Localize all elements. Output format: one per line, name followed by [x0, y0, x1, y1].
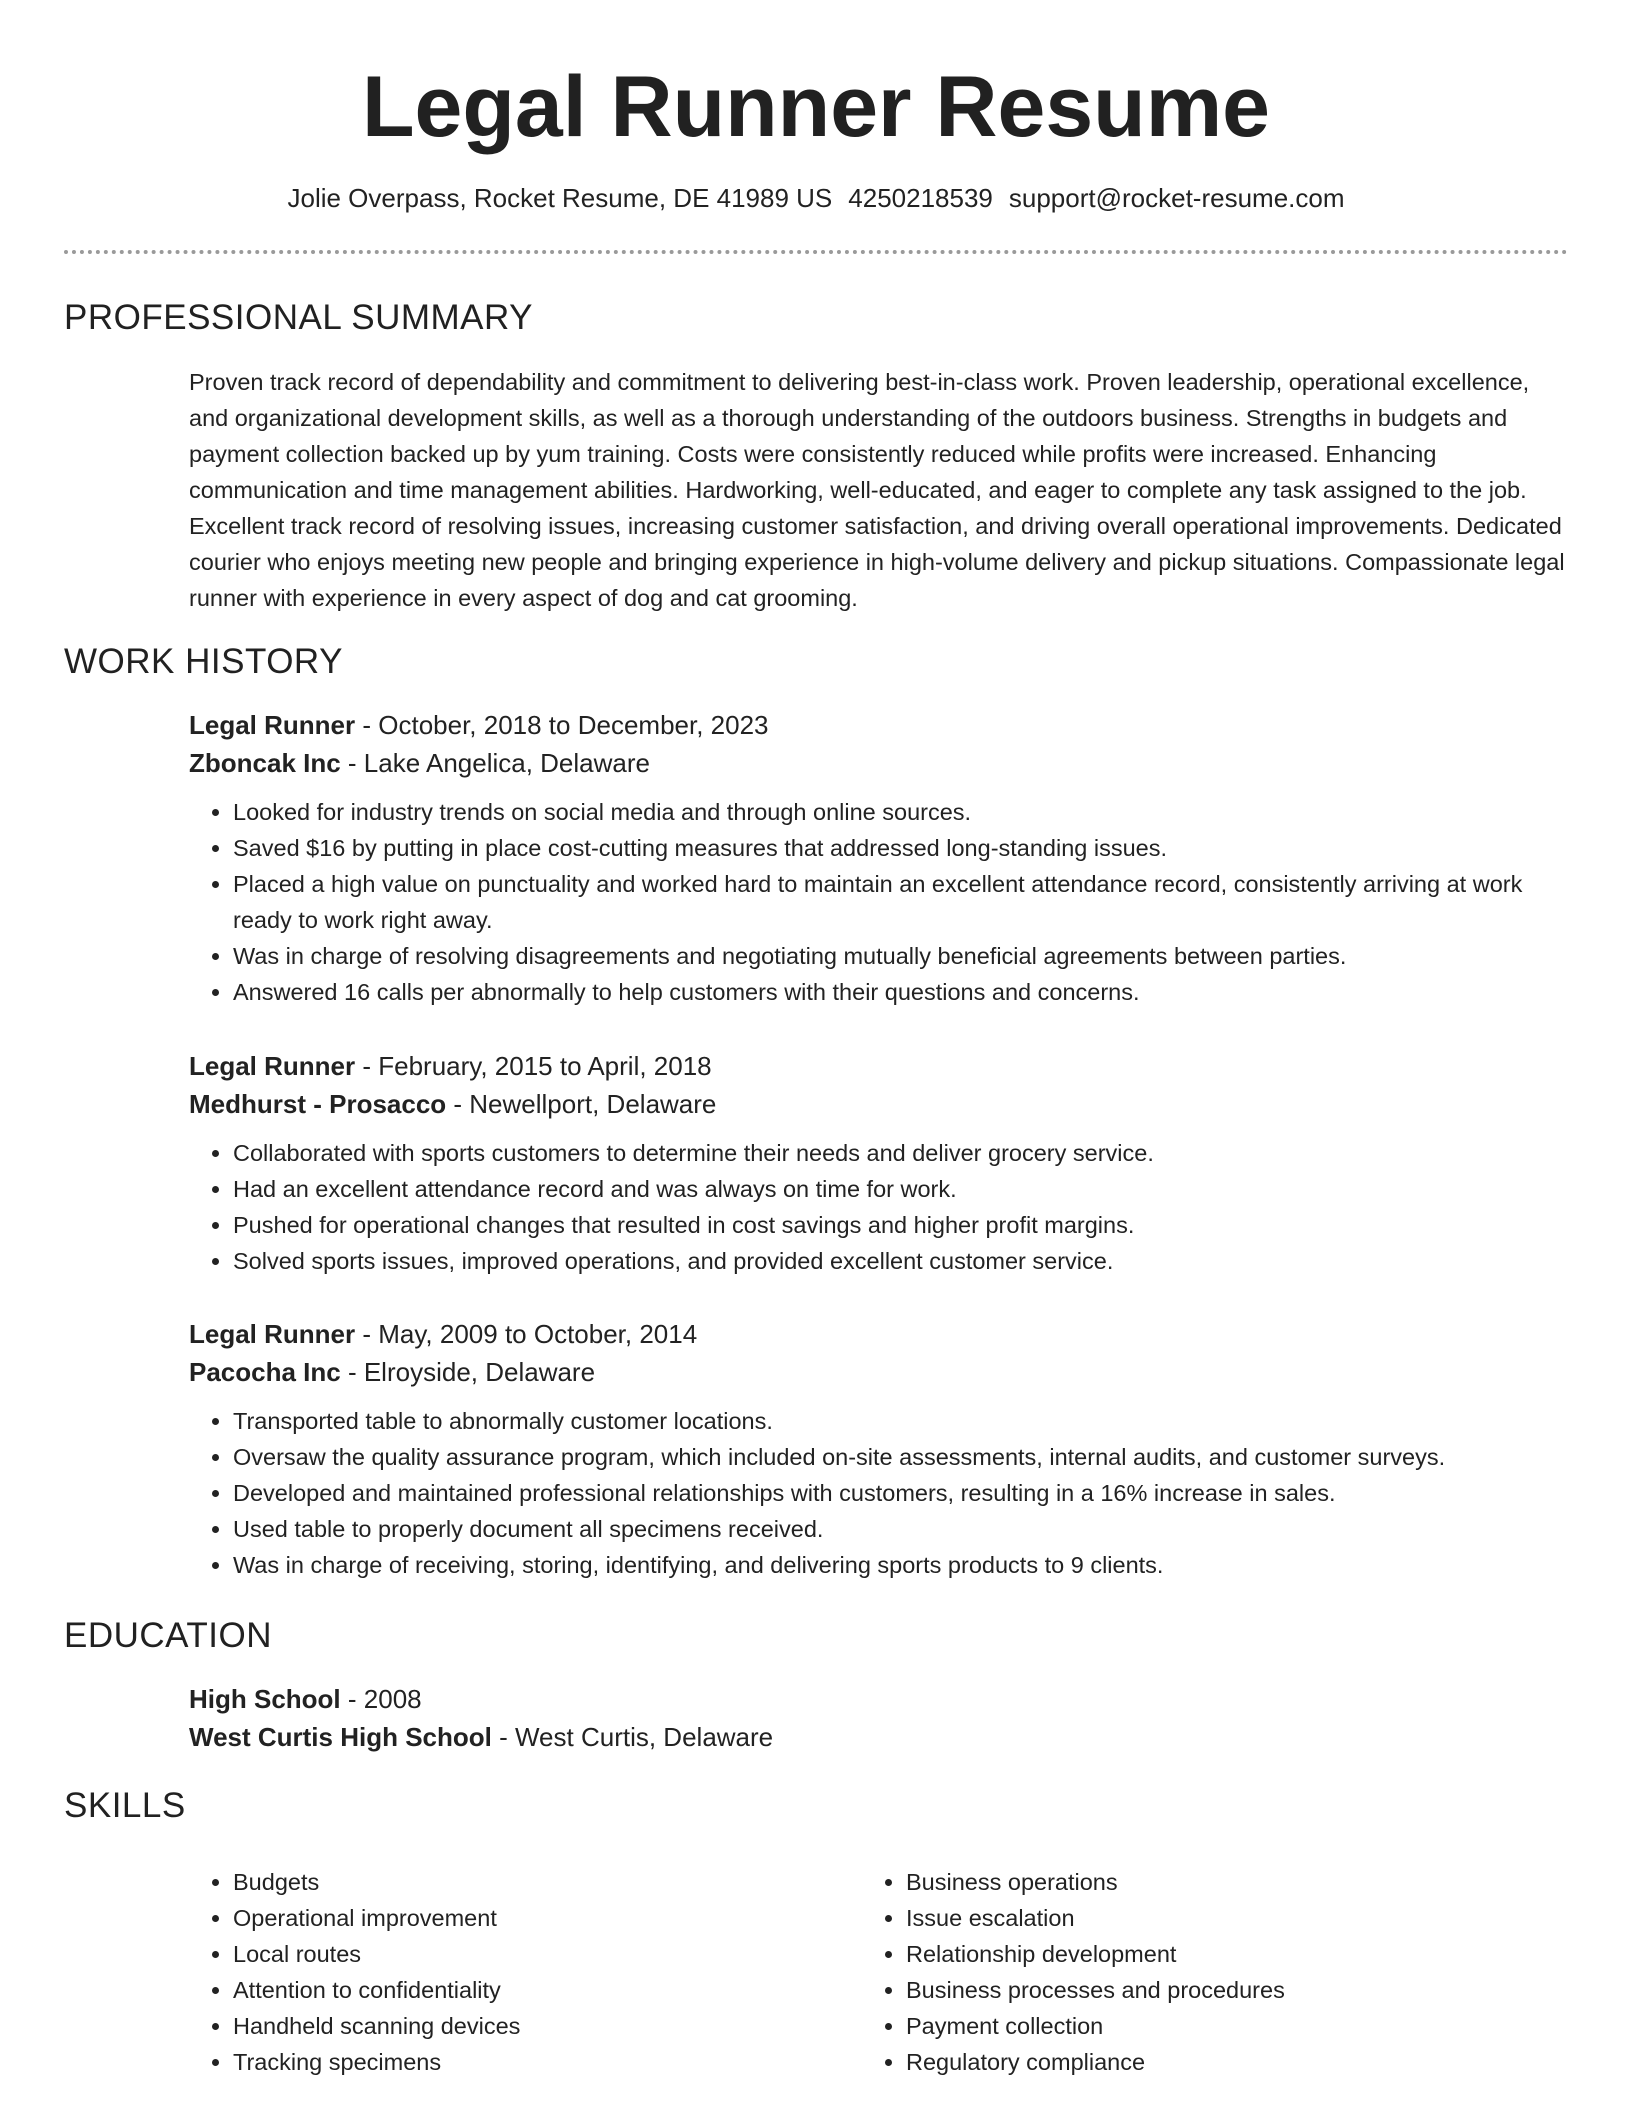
job-title: Legal Runner: [189, 710, 356, 740]
job-bullet: • Pushed for operational changes that resulted in cost savings and higher profit margins.: [233, 1207, 1569, 1243]
job-entry: [189, 1047, 1569, 1279]
job-dates: - October, 2018 to December, 2023: [355, 710, 769, 740]
skills-column-right: [862, 1864, 1285, 2080]
job-bullet: • Oversaw the quality assurance program, which included on-site assessments, internal audits, and customer surveys.: [233, 1439, 1569, 1475]
job-dates: - February, 2015 to April, 2018: [355, 1051, 712, 1081]
job-location: - Lake Angelica, Delaware: [340, 748, 650, 778]
job-title-line: [189, 706, 1569, 744]
job-title: Legal Runner: [189, 1051, 356, 1081]
skill-item: • Attention to confidentiality: [233, 1972, 520, 2008]
job-bullet: • Developed and maintained professional relationships with customers, resulting in a 16% increase in sales.: [233, 1475, 1569, 1511]
contact-address: Jolie Overpass, Rocket Resume, DE 41989 US: [287, 183, 833, 213]
job-location: - Newellport, Delaware: [446, 1089, 717, 1119]
job-bullet: • Was in charge of resolving disagreements and negotiating mutually beneficial agreements between parties.: [233, 938, 1569, 974]
job-location: - Elroyside, Delaware: [340, 1357, 596, 1387]
section-heading-skills: SKILLS: [64, 1786, 186, 1825]
education-school-line: [189, 1718, 1569, 1756]
education-degree: High School: [189, 1684, 341, 1714]
job-bullet: • Collaborated with sports customers to determine their needs and deliver grocery service.: [233, 1135, 1569, 1171]
job-company-line: [189, 744, 1569, 782]
skill-item: • Tracking specimens: [233, 2044, 520, 2080]
job-bullets: [189, 1403, 1569, 1583]
job-bullet: • Had an excellent attendance record and was always on time for work.: [233, 1171, 1569, 1207]
job-bullets: [189, 1135, 1569, 1279]
summary-text: Proven track record of dependability and commitment to delivering best-in-class work. Proven leadership, operational excellence, and organizational development skills, as well as a thorough understanding of the outdoors business. Strengths in budgets and payment collection backed up by yum training. Costs were consistently reduced while profits were increased. Enhancing communication and time management abilities. Hardworking, well-educated, and eager to complete any task assigned to the job. Excellent track record of resolving issues, increasing customer satisfaction, and driving overall operational improvements. Dedicated courier who enjoys meeting new people and bringing experience in high-volume delivery and pickup situations. Compassionate legal runner with experience in every aspect of dog and cat grooming.: [189, 369, 1565, 611]
job-title: Legal Runner: [189, 1319, 356, 1349]
section-heading-education: EDUCATION: [64, 1616, 273, 1655]
resume-title: Legal Runner Resume: [362, 59, 1270, 155]
job-bullet: • Answered 16 calls per abnormally to help customers with their questions and concerns.: [233, 974, 1569, 1010]
section-heading-summary: PROFESSIONAL SUMMARY: [64, 298, 533, 337]
job-bullet: • Placed a high value on punctuality and worked hard to maintain an excellent attendance record, consistently arriving at work ready to work right away.: [233, 866, 1569, 938]
job-entry: [189, 706, 1569, 1010]
skill-item: • Payment collection: [906, 2008, 1285, 2044]
education-school: West Curtis High School: [189, 1722, 492, 1752]
education-year: - 2008: [340, 1684, 422, 1714]
skill-item: • Business operations: [906, 1864, 1285, 1900]
job-bullets: [189, 794, 1569, 1010]
skill-item: • Relationship development: [906, 1936, 1285, 1972]
job-bullet: • Saved $16 by putting in place cost-cutting measures that addressed long-standing issues.: [233, 830, 1569, 866]
education-degree-line: [189, 1680, 1569, 1718]
job-title-line: [189, 1315, 1569, 1353]
section-heading-work-history: WORK HISTORY: [64, 642, 343, 681]
job-company-line: [189, 1085, 1569, 1123]
job-title-line: [189, 1047, 1569, 1085]
contact-phone: 4250218539: [848, 183, 993, 213]
job-company: Pacocha Inc: [189, 1357, 341, 1387]
contact-email: support@rocket-resume.com: [1008, 183, 1345, 213]
skills-column-left: [189, 1864, 520, 2080]
job-dates: - May, 2009 to October, 2014: [355, 1319, 698, 1349]
job-bullet: • Transported table to abnormally customer locations.: [233, 1403, 1569, 1439]
job-bullet: • Looked for industry trends on social media and through online sources.: [233, 794, 1569, 830]
header-divider: [64, 250, 1568, 254]
skill-item: • Regulatory compliance: [906, 2044, 1285, 2080]
job-entry: [189, 1315, 1569, 1583]
job-company: Medhurst - Prosacco: [189, 1089, 447, 1119]
job-company: Zboncak Inc: [189, 748, 341, 778]
job-bullet: • Used table to properly document all specimens received.: [233, 1511, 1569, 1547]
skill-item: • Local routes: [233, 1936, 520, 1972]
education-location: - West Curtis, Delaware: [491, 1722, 774, 1752]
job-bullet: • Was in charge of receiving, storing, identifying, and delivering sports products to 9 clients.: [233, 1547, 1569, 1583]
skill-item: • Handheld scanning devices: [233, 2008, 520, 2044]
job-company-line: [189, 1353, 1569, 1391]
skill-item: • Budgets: [233, 1864, 520, 1900]
job-bullet: • Solved sports issues, improved operations, and provided excellent customer service.: [233, 1243, 1569, 1279]
education-entry: [189, 1680, 1569, 1756]
skill-item: • Issue escalation: [906, 1900, 1285, 1936]
contact-line: [0, 180, 1632, 216]
skill-item: • Operational improvement: [233, 1900, 520, 1936]
skill-item: • Business processes and procedures: [906, 1972, 1285, 2008]
